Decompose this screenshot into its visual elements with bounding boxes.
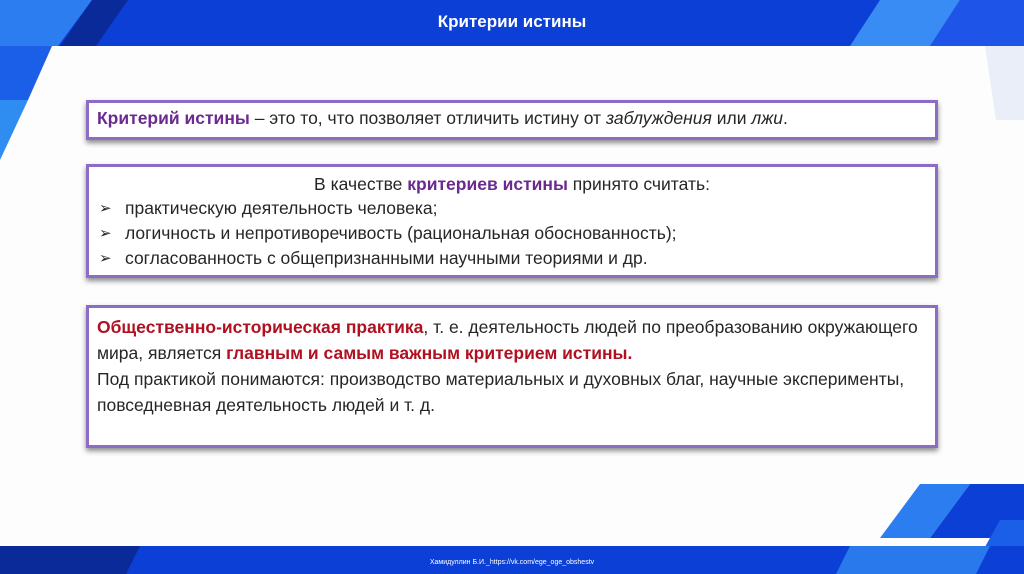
practice-highlight: главным и самым важным критерием истины.: [226, 343, 633, 363]
definition-joiner: или: [711, 108, 752, 128]
criteria-intro-before: В качестве: [314, 174, 408, 194]
list-item-text: практическую деятельность человека;: [125, 198, 438, 218]
list-item: [97, 196, 927, 221]
page-title: Критерии истины: [437, 12, 587, 31]
definition-end: .: [783, 108, 788, 128]
practice-text: , т. е. деятельность людей по преобразованию окружающего мира, является: [97, 317, 918, 363]
criteria-list: [97, 196, 927, 271]
arrowhead-bullet-icon: ➢: [99, 225, 112, 242]
criteria-intro-after: принято считать:: [567, 174, 710, 194]
list-item-text: логичность и непротиворечивость (рациональная обоснованность);: [125, 223, 677, 243]
list-item: [97, 246, 927, 271]
definition-term: Критерий истины: [97, 108, 250, 128]
practice-term: Общественно-историческая практика: [97, 317, 424, 337]
arrowhead-bullet-icon: ➢: [99, 250, 112, 267]
definition-text: – это то, что позволяет отличить истину от: [249, 108, 606, 128]
definition-word-lie: лжи: [751, 108, 783, 128]
practice-box: [86, 305, 938, 448]
footer-credit: Хамидуллин Б.И._https://vk.com/ege_oge_obshestv: [429, 559, 595, 566]
criteria-intro-highlight: критериев истины: [407, 174, 568, 194]
criteria-box: [86, 164, 938, 278]
arrowhead-bullet-icon: ➢: [99, 200, 112, 217]
list-item: [97, 221, 927, 246]
definition-box: [86, 100, 938, 140]
criteria-intro: [97, 173, 927, 196]
practice-definition: Под практикой понимаются: производство материальных и духовных благ, научные эксперименты, повседневная деятельность людей и т. д.: [97, 369, 905, 415]
list-item-text: согласованность с общепризнанными научными теориями и др.: [125, 248, 648, 268]
definition-word-error: заблуждения: [605, 108, 712, 128]
